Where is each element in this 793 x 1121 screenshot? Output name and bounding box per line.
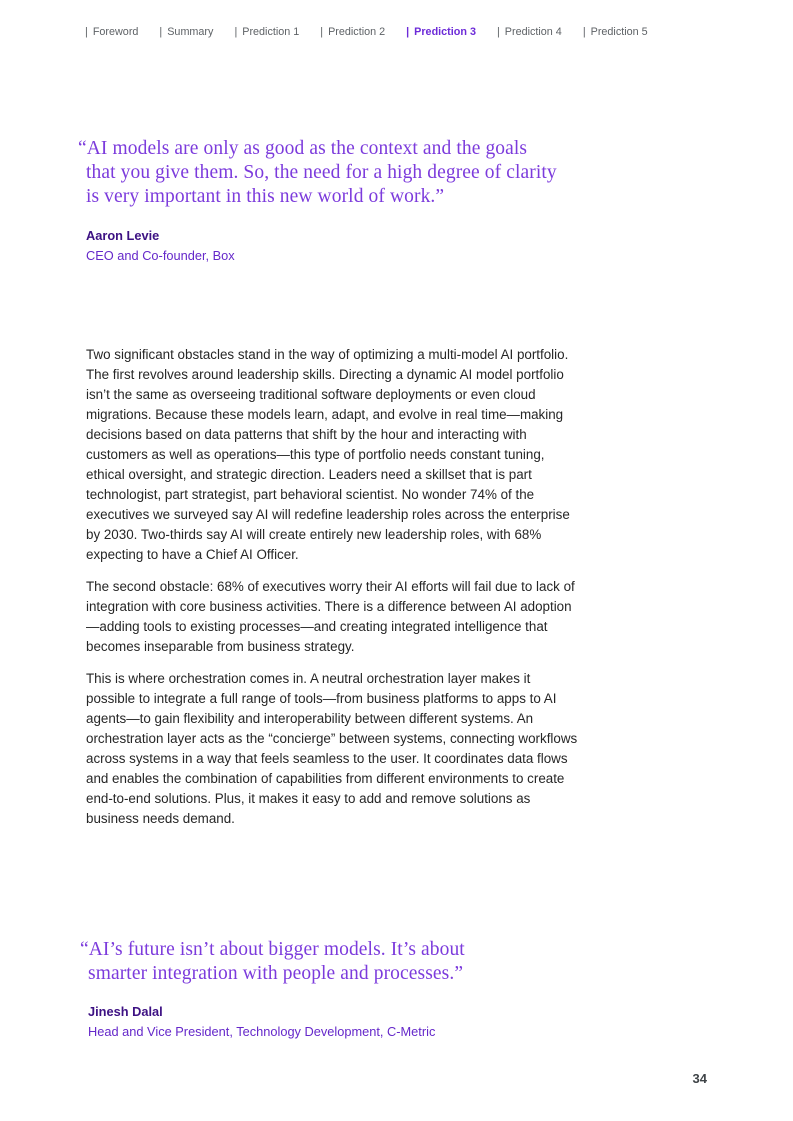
quote-line: smarter integration with people and processes.” — [88, 963, 464, 984]
nav-item-label: Prediction 4 — [504, 26, 562, 38]
author-title: Head and Vice President, Technology Development, C-Metric — [88, 1024, 436, 1039]
nav-item-summary[interactable] — [159, 26, 213, 39]
author-name: Aaron Levie — [86, 228, 160, 243]
nav-item-label: Summary — [167, 26, 214, 38]
author-name: Jinesh Dalal — [88, 1004, 163, 1019]
nav-item-prediction-3-active[interactable] — [406, 26, 476, 39]
body-paragraph: This is where orchestration comes in. A neutral orchestration layer makes it possible to integrate a full range of tools—from business platforms to apps to AI agents—to gain flexibility and interoperability between different systems. An orchestration layer acts as the “concierge” between systems, connecting workflows across systems in a way that feels seamless to the user. It coordinates data flows and enables the combination of capabilities from different environments to create end-to-end solutions. Plus, it makes it easy to add and remove solutions as business needs demand. — [86, 671, 578, 826]
body-paragraph: The second obstacle: 68% of executives worry their AI efforts will fail due to lack of integration with core business activities. There is a difference between AI adoption—adding tools to existing processes—and creating integrated intelligence that becomes inseparable from business strategy. — [86, 579, 575, 654]
quote-line: is very important in this new world of work.” — [86, 186, 445, 207]
pull-quote-bottom — [80, 938, 465, 986]
body-text — [86, 345, 583, 829]
nav-item-prediction-5[interactable] — [583, 26, 648, 39]
nav-separator: | — [234, 26, 238, 38]
quote-attribution-bottom — [88, 1004, 435, 1040]
nav-item-label: Prediction 2 — [328, 26, 386, 38]
page-number: 34 — [692, 1071, 707, 1086]
nav-separator: | — [496, 26, 500, 38]
nav-item-prediction-4[interactable] — [497, 26, 562, 39]
nav-item-label: Prediction 3 — [414, 26, 476, 38]
quote-line: “AI models are only as good as the context and the goals — [78, 138, 528, 159]
nav-separator: | — [159, 26, 163, 38]
nav-item-label: Foreword — [92, 26, 139, 38]
nav-separator: | — [582, 26, 586, 38]
nav-item-foreword[interactable] — [85, 26, 138, 39]
nav-separator: | — [320, 26, 324, 38]
author-title: CEO and Co-founder, Box — [86, 248, 235, 263]
quote-line: “AI’s future isn’t about bigger models. It’s about — [80, 939, 465, 960]
nav-item-prediction-2[interactable] — [320, 26, 385, 39]
section-nav — [85, 26, 733, 39]
pull-quote-top — [78, 137, 557, 209]
nav-item-label: Prediction 1 — [242, 26, 300, 38]
nav-item-prediction-1[interactable] — [234, 26, 299, 39]
nav-item-label: Prediction 5 — [590, 26, 648, 38]
quote-line: that you give them. So, the need for a high degree of clarity — [86, 162, 557, 183]
nav-separator: | — [85, 26, 88, 38]
nav-separator: | — [406, 26, 410, 38]
quote-attribution-top — [86, 228, 235, 264]
body-paragraph: Two significant obstacles stand in the way of optimizing a multi-model AI portfolio. The first revolves around leadership skills. Directing a dynamic AI model portfolio isn’t the same as overseeing traditional software deployments or even cloud migrations. Because these models learn, adapt, and evolve in real time—making decisions based on data patterns that shift by the hour and interacting with customers as well as operations—this type of portfolio needs constant tuning, ethical oversight, and strategic direction. Leaders need a skillset that is part technologist, part strategist, part behavioral scientist. No wonder 74% of the executives we surveyed say AI will redefine leadership roles across the enterprise by 2030. Two-thirds say AI will create entirely new leadership roles, with 68% expecting to have a Chief AI Officer. — [86, 347, 570, 562]
